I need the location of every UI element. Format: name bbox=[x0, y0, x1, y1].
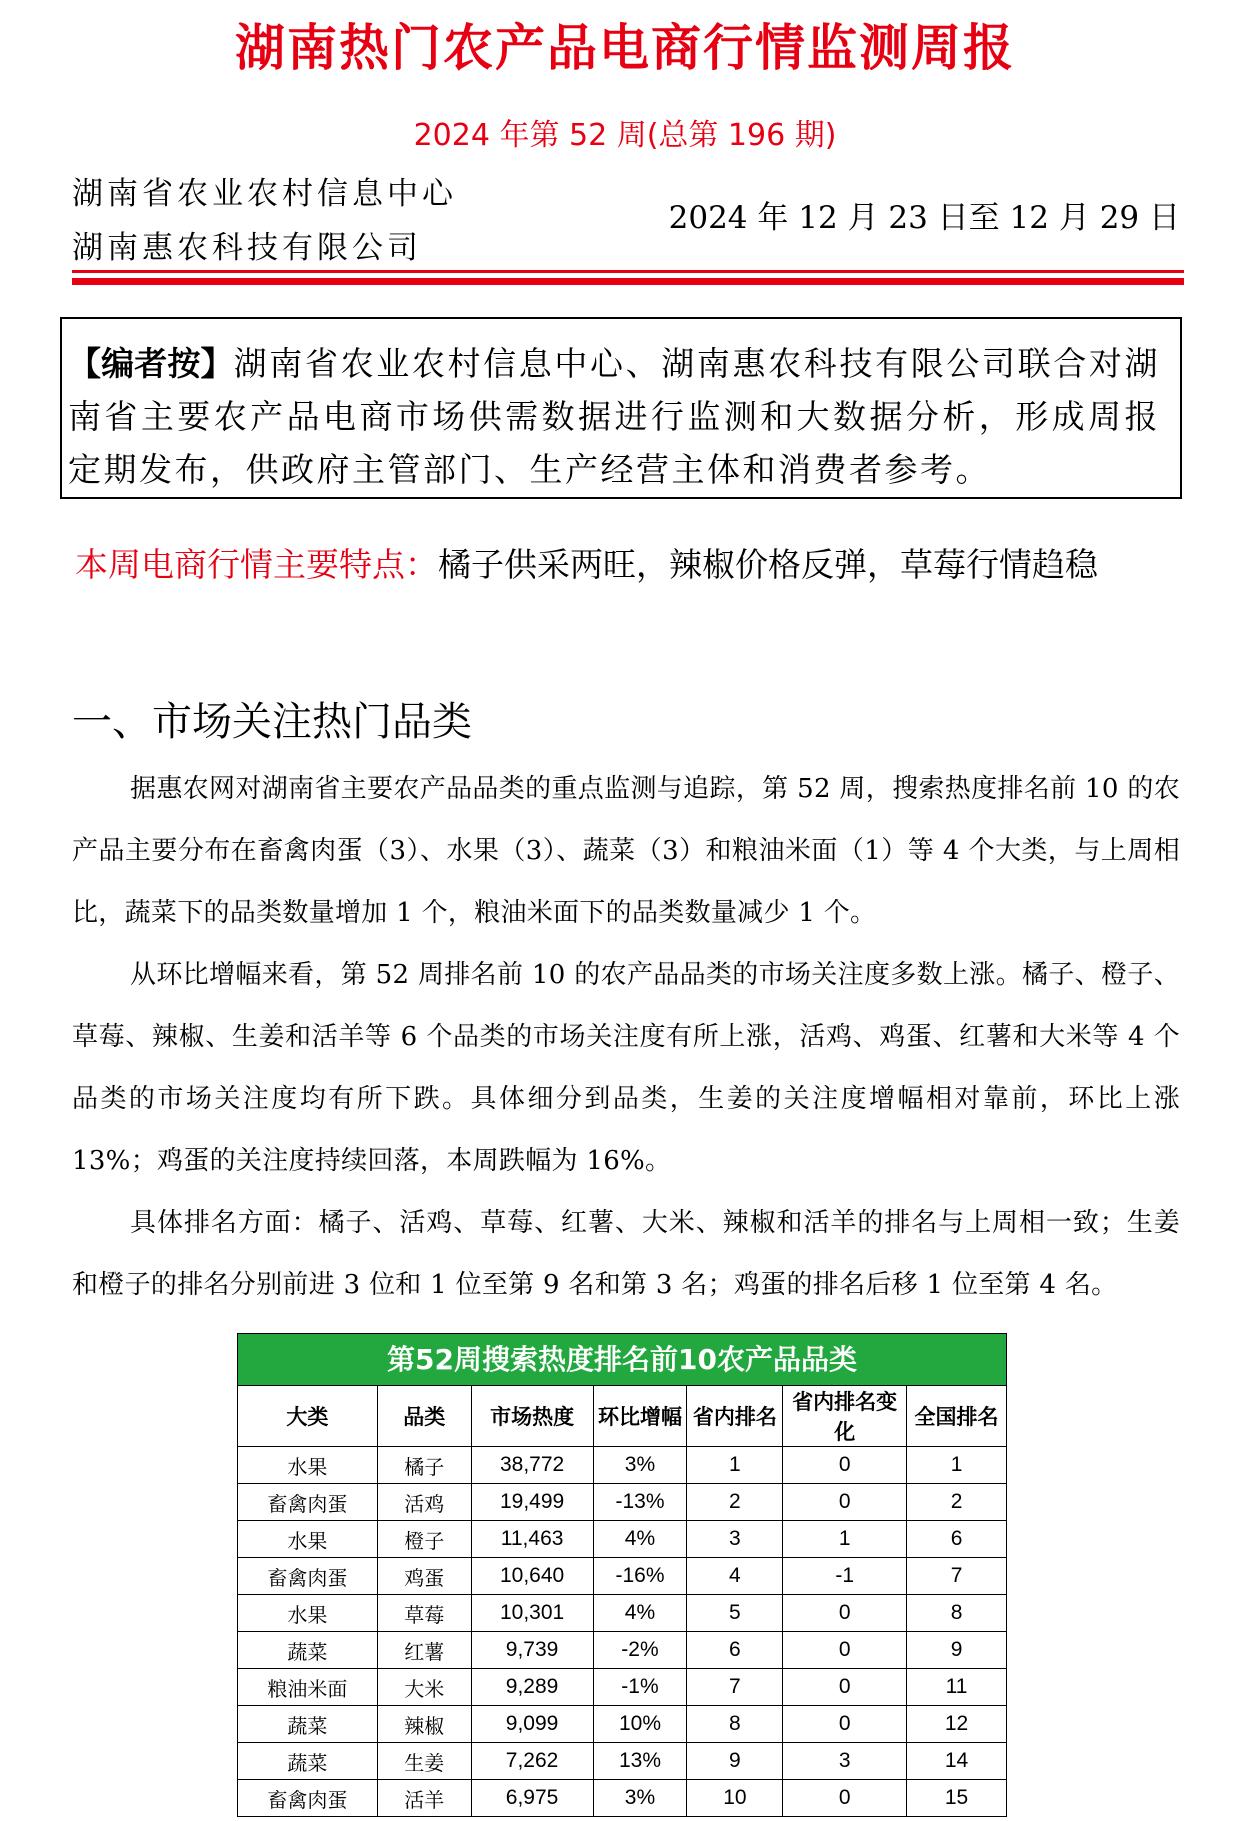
table-cell: 10,301 bbox=[471, 1595, 593, 1632]
table-cell: 0 bbox=[783, 1595, 907, 1632]
table-cell: 6,975 bbox=[471, 1780, 593, 1817]
table-cell: 4 bbox=[687, 1558, 783, 1595]
table-cell: 3 bbox=[783, 1743, 907, 1780]
report-title: 湖南热门农产品电商行情监测周报 bbox=[235, 19, 1015, 77]
table-cell: 0 bbox=[783, 1447, 907, 1484]
column-header: 省内排名 bbox=[687, 1386, 783, 1447]
table-cell: 0 bbox=[783, 1484, 907, 1521]
table-cell: 9,099 bbox=[471, 1706, 593, 1743]
table-cell: 1 bbox=[783, 1521, 907, 1558]
table-cell: 7 bbox=[907, 1558, 1007, 1595]
table-cell: 13% bbox=[593, 1743, 687, 1780]
table-cell: 6 bbox=[687, 1632, 783, 1669]
table-cell: 0 bbox=[783, 1780, 907, 1817]
table-cell: 0 bbox=[783, 1632, 907, 1669]
table-cell: 1 bbox=[687, 1447, 783, 1484]
ranking-table bbox=[237, 1385, 1007, 1817]
table-row bbox=[238, 1706, 1007, 1743]
table-cell: 畜禽肉蛋 bbox=[238, 1484, 378, 1521]
table-cell: 4% bbox=[593, 1595, 687, 1632]
table-cell: 3% bbox=[593, 1780, 687, 1817]
table-cell: 畜禽肉蛋 bbox=[238, 1780, 378, 1817]
table-cell: 10 bbox=[687, 1780, 783, 1817]
date-range: 2024 年 12 月 23 日至 12 月 29 日 bbox=[668, 200, 1180, 236]
table-cell: 草莓 bbox=[377, 1595, 471, 1632]
editor-note-label: 【编者按】 bbox=[68, 344, 234, 383]
table-cell: 2 bbox=[687, 1484, 783, 1521]
column-header: 品类 bbox=[377, 1386, 471, 1447]
section-heading: 一、市场关注热门品类 bbox=[72, 699, 472, 745]
table-cell: 活鸡 bbox=[377, 1484, 471, 1521]
table-cell: 水果 bbox=[238, 1447, 378, 1484]
table-row bbox=[238, 1780, 1007, 1817]
table-cell: 粮油米面 bbox=[238, 1669, 378, 1706]
table-cell: 8 bbox=[687, 1706, 783, 1743]
table-cell: 9,739 bbox=[471, 1632, 593, 1669]
header-rule-thin bbox=[72, 270, 1184, 273]
column-header: 省内排名变化 bbox=[783, 1386, 907, 1447]
table-cell: 7,262 bbox=[471, 1743, 593, 1780]
paragraph-weekly-change: 从环比增幅来看，第 52 周排名前 10 的农产品品类的市场关注度多数上涨。橘子、橙子、草莓、辣椒、生姜和活羊等 6 个品类的市场关注度有所上涨，活鸡、鸡蛋、红薯和大米等 4 个品类的市场关注度均有所下跌。具体细分到品类，生姜的关注度增幅相对靠前，环比上涨 13%；鸡蛋的关注度持续回落，本周跌幅为 16%。 bbox=[72, 960, 1180, 1176]
table-row bbox=[238, 1632, 1007, 1669]
table-cell: 15 bbox=[907, 1780, 1007, 1817]
table-cell: 3% bbox=[593, 1447, 687, 1484]
column-header: 大类 bbox=[238, 1386, 378, 1447]
table-cell: -13% bbox=[593, 1484, 687, 1521]
table-cell: 0 bbox=[783, 1669, 907, 1706]
publisher-org-2: 湖南惠农科技有限公司 bbox=[72, 230, 422, 266]
table-row bbox=[238, 1595, 1007, 1632]
table-cell: 14 bbox=[907, 1743, 1007, 1780]
table-cell: 蔬菜 bbox=[238, 1706, 378, 1743]
table-cell: 9 bbox=[907, 1632, 1007, 1669]
table-cell: 6 bbox=[907, 1521, 1007, 1558]
table-cell: 蔬菜 bbox=[238, 1743, 378, 1780]
table-header-row bbox=[238, 1386, 1007, 1447]
column-header: 市场热度 bbox=[471, 1386, 593, 1447]
table-row bbox=[238, 1484, 1007, 1521]
table-row bbox=[238, 1447, 1007, 1484]
column-header: 环比增幅 bbox=[593, 1386, 687, 1447]
table-cell: 红薯 bbox=[377, 1632, 471, 1669]
header-rule-thick bbox=[72, 278, 1184, 285]
table-cell: -2% bbox=[593, 1632, 687, 1669]
table-cell: 大米 bbox=[377, 1669, 471, 1706]
column-header: 全国排名 bbox=[907, 1386, 1007, 1447]
table-cell: 19,499 bbox=[471, 1484, 593, 1521]
table-cell: 11,463 bbox=[471, 1521, 593, 1558]
table-cell: 12 bbox=[907, 1706, 1007, 1743]
table-cell: 鸡蛋 bbox=[377, 1558, 471, 1595]
table-caption: 第52周搜索热度排名前10农产品品类 bbox=[237, 1333, 1007, 1385]
table-cell: 蔬菜 bbox=[238, 1632, 378, 1669]
features-text: 橘子供采两旺，辣椒价格反弹，草莓行情趋稳 bbox=[438, 545, 1098, 584]
table-cell: 3 bbox=[687, 1521, 783, 1558]
issue-number: 2024 年第 52 周(总第 196 期) bbox=[413, 118, 837, 153]
table-cell: 橙子 bbox=[377, 1521, 471, 1558]
table-cell: 9 bbox=[687, 1743, 783, 1780]
table-cell: 1 bbox=[907, 1447, 1007, 1484]
table-cell: 辣椒 bbox=[377, 1706, 471, 1743]
table-cell: 生姜 bbox=[377, 1743, 471, 1780]
table-row bbox=[238, 1558, 1007, 1595]
editor-note-text: 湖南省农业农村信息中心、湖南惠农科技有限公司联合对湖南省主要农产品电商市场供需数据进行监测和大数据分析，形成周报定期发布，供政府主管部门、生产经营主体和消费者参考。 bbox=[68, 344, 1161, 489]
editor-note-box bbox=[60, 317, 1182, 499]
table-cell: 水果 bbox=[238, 1521, 378, 1558]
table-cell: 9,289 bbox=[471, 1669, 593, 1706]
features-label: 本周电商行情主要特点： bbox=[75, 545, 438, 584]
table-row bbox=[238, 1743, 1007, 1780]
table-cell: 8 bbox=[907, 1595, 1007, 1632]
table-cell: -1% bbox=[593, 1669, 687, 1706]
weekly-features bbox=[35, 524, 1215, 606]
table-cell: -1 bbox=[783, 1558, 907, 1595]
paragraph-ranking: 具体排名方面：橘子、活鸡、草莓、红薯、大米、辣椒和活羊的排名与上周相一致；生姜和橙子的排名分别前进 3 位和 1 位至第 9 名和第 3 名；鸡蛋的排名后移 1 位至第 4 名。 bbox=[72, 1208, 1180, 1300]
table-cell: -16% bbox=[593, 1558, 687, 1595]
table-cell: 橘子 bbox=[377, 1447, 471, 1484]
table-cell: 活羊 bbox=[377, 1780, 471, 1817]
table-cell: 畜禽肉蛋 bbox=[238, 1558, 378, 1595]
table-cell: 0 bbox=[783, 1706, 907, 1743]
table-body bbox=[238, 1447, 1007, 1817]
table-cell: 2 bbox=[907, 1484, 1007, 1521]
table-cell: 7 bbox=[687, 1669, 783, 1706]
table-row bbox=[238, 1669, 1007, 1706]
table-cell: 38,772 bbox=[471, 1447, 593, 1484]
table-cell: 10% bbox=[593, 1706, 687, 1743]
table-cell: 4% bbox=[593, 1521, 687, 1558]
table-cell: 5 bbox=[687, 1595, 783, 1632]
table-cell: 水果 bbox=[238, 1595, 378, 1632]
paragraph-category-distribution: 据惠农网对湖南省主要农产品品类的重点监测与追踪，第 52 周，搜索热度排名前 10 的农产品主要分布在畜禽肉蛋（3）、水果（3）、蔬菜（3）和粮油米面（1）等 4 个大类，与上周相比，蔬菜下的品类数量增加 1 个，粮油米面下的品类数量减少 1 个。 bbox=[72, 774, 1180, 928]
ranking-table-container bbox=[237, 1333, 1007, 1817]
table-cell: 11 bbox=[907, 1669, 1007, 1706]
publisher-org-1: 湖南省农业农村信息中心 bbox=[72, 176, 457, 212]
table-row bbox=[238, 1521, 1007, 1558]
table-cell: 10,640 bbox=[471, 1558, 593, 1595]
